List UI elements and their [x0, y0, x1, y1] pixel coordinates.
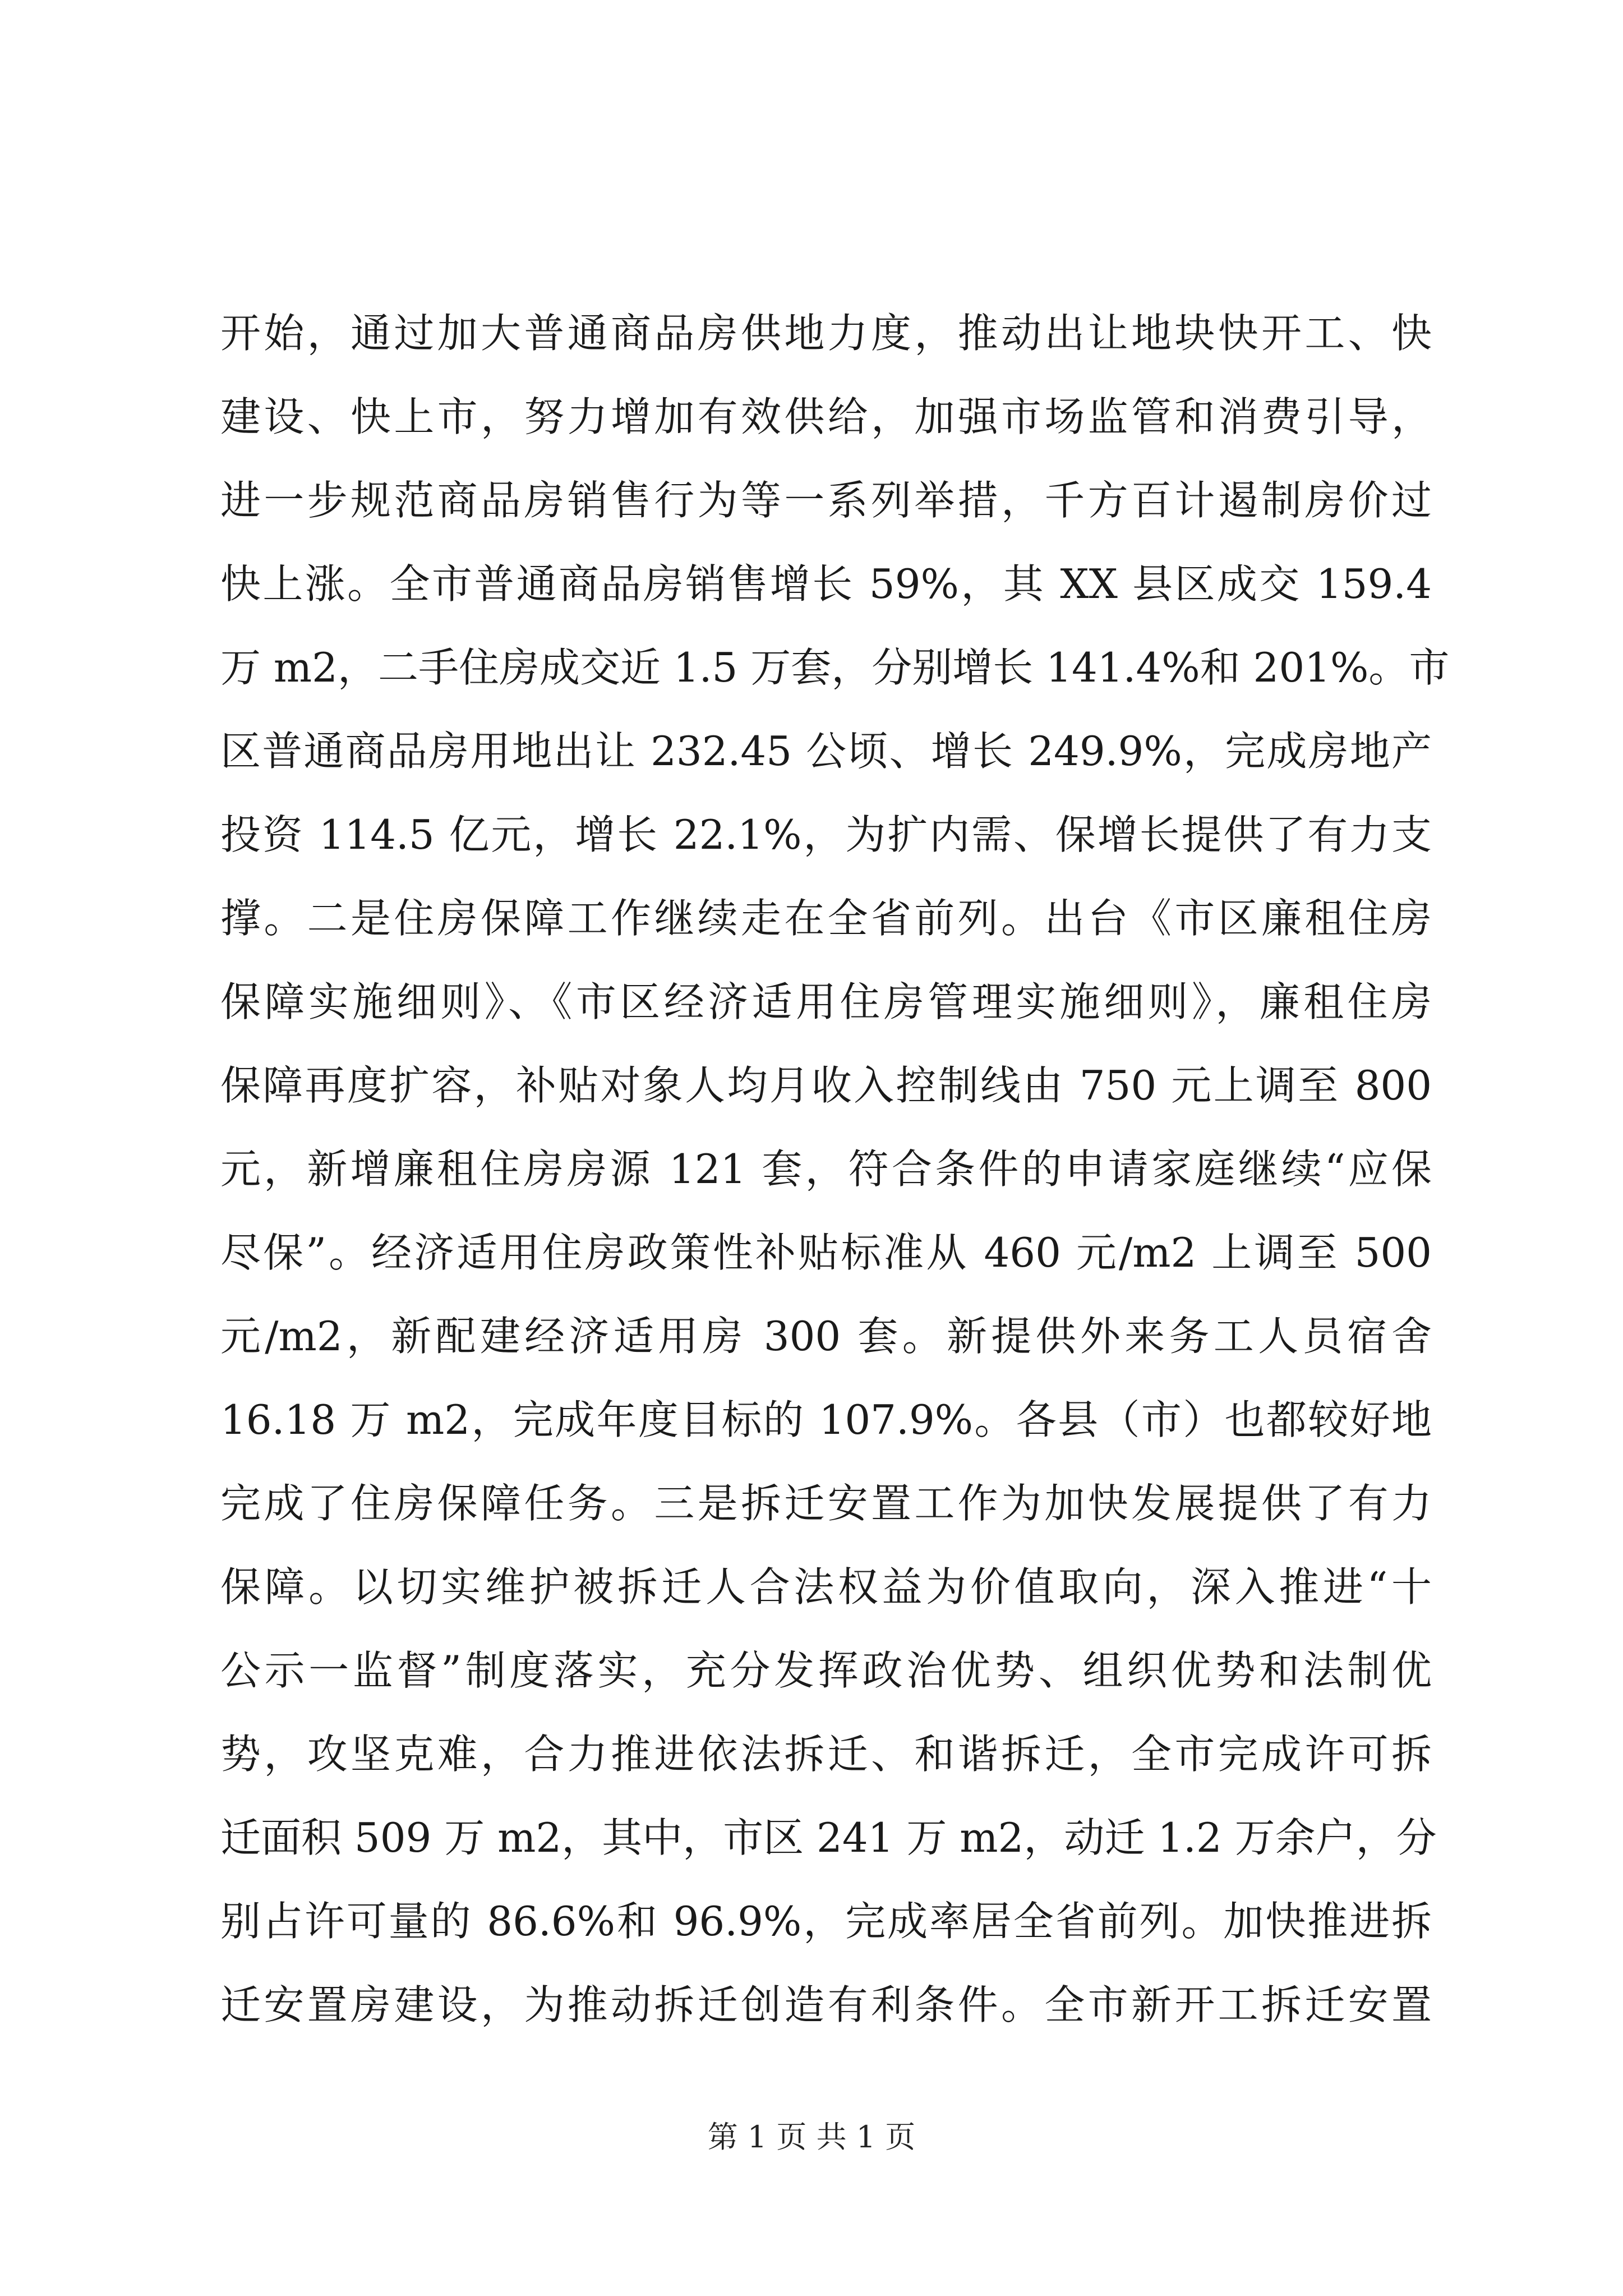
text-line: 快上涨。全市普通商品房销售增长 59%，其 XX 县区成交 159.4: [220, 560, 1432, 608]
text-line: 迁安置房建设，为推动拆迁创造有利条件。全市新开工拆迁安置: [220, 1981, 1432, 2028]
text-line: 别占许可量的 86.6%和 96.9%，完成率居全省前列。加快推进拆: [220, 1898, 1432, 1945]
text-line: 保障再度扩容，补贴对象人均月收入控制线由 750 元上调至 800: [220, 1062, 1432, 1109]
page-footer: 第 1 页 共 1 页: [707, 2119, 916, 2155]
text-line: 完成了住房保障任务。三是拆迁安置工作为加快发展提供了有力: [220, 1480, 1432, 1527]
text-line: 公示一监督”制度落实，充分发挥政治优势、组织优势和法制优: [220, 1647, 1432, 1694]
text-line: 进一步规范商品房销售行为等一系列举措，千方百计遏制房价过: [220, 477, 1432, 524]
text-line: 势，攻坚克难，合力推进依法拆迁、和谐拆迁，全市完成许可拆: [220, 1731, 1432, 1778]
text-line: 保障实施细则》、《市区经济适用住房管理实施细则》，廉租住房: [220, 978, 1432, 1025]
text-line: 万 m2，二手住房成交近 1.5 万套，分别增长 141.4%和 201%。市: [220, 644, 1450, 691]
text-line: 建设、快上市，努力增加有效供给，加强市场监管和消费引导，: [220, 393, 1432, 440]
text-line: 投资 114.5 亿元，增长 22.1%，为扩内需、保增长提供了有力支: [220, 811, 1432, 858]
text-line: 区普通商品房用地出让 232.45 公顷、增长 249.9%，完成房地产: [220, 728, 1432, 775]
text-line: 16.18 万 m2，完成年度目标的 107.9%。各县（市）也都较好地: [220, 1396, 1432, 1443]
text-line: 迁面积 509 万 m2，其中，市区 241 万 m2，动迁 1.2 万余户，分: [220, 1814, 1437, 1861]
text-line: 元，新增廉租住房房源 121 套，符合条件的申请家庭继续“应保: [220, 1145, 1432, 1193]
text-line: 撑。二是住房保障工作继续走在全省前列。出台《市区廉租住房: [220, 895, 1432, 942]
text-line: 保障。以切实维护被拆迁人合法权益为价值取向，深入推进“十: [220, 1563, 1432, 1611]
text-line: 元/m2，新配建经济适用房 300 套。新提供外来务工人员宿舍: [220, 1313, 1432, 1360]
text-line: 开始，通过加大普通商品房供地力度，推动出让地块快开工、快: [220, 310, 1432, 357]
text-line: 尽保”。经济适用住房政策性补贴标准从 460 元/m2 上调至 500: [220, 1229, 1432, 1276]
body-paragraph: [220, 292, 1450, 2047]
